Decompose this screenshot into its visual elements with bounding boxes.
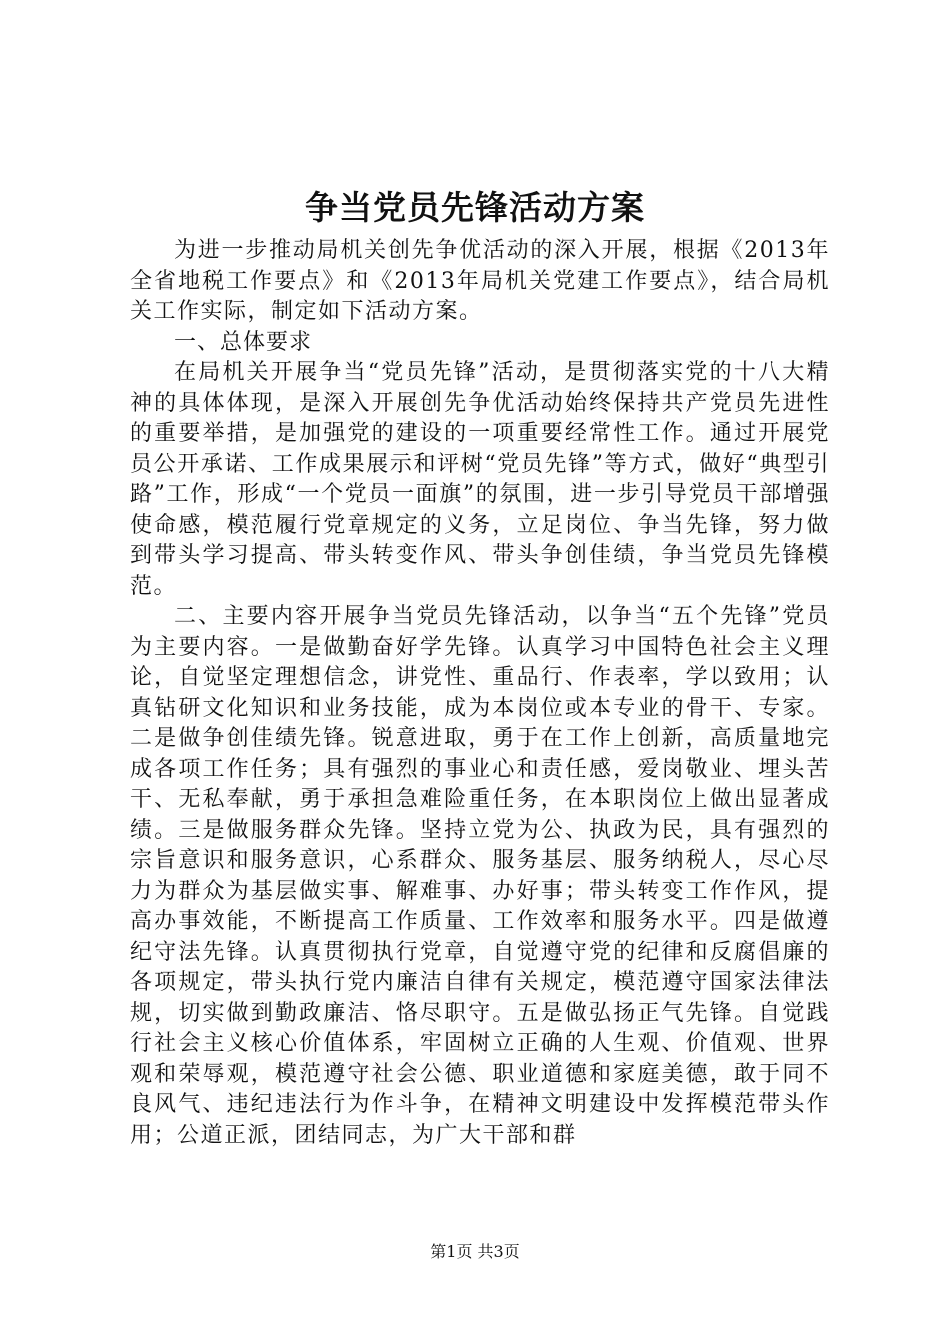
document-title: 争当党员先锋活动方案 [305, 188, 645, 227]
section-heading-general-requirements: 一、总体要求 [174, 329, 313, 355]
general-requirements-paragraph: 在局机关开展争当“党员先锋”活动，是贯彻落实党的十八大精神的具体体现，是深入开展创先争优活动始终保持共产党员先进性的重要举措，是加强党的建设的一项重要经常性工作。通过开展党员公开承诺、工作成果展示和评树“党员先锋”等方式，做好“典型引路”工作，形成“一个党员一面旗”的氛围，进一步引导党员干部增强使命感，模范履行党章规定的义务，立足岗位、争当先锋，努力做到带头学习提高、带头转变作风、带头争创佳绩，争当党员先锋模范。 [130, 360, 830, 599]
main-content-paragraph: 二、主要内容开展争当党员先锋活动，以争当“五个先锋”党员为主要内容。一是做勤奋好学先锋。认真学习中国特色社会主义理论，自觉坚定理想信念，讲党性、重品行、作表率，学以致用；认真钻研文化知识和业务技能，成为本岗位或本专业的骨干、专家。二是做争创佳绩先锋。锐意进取，勇于在工作上创新，高质量地完成各项工作任务；具有强烈的事业心和责任感，爱岗敬业、埋头苦干、无私奉献，勇于承担急难险重任务，在本职岗位上做出显著成绩。三是做服务群众先锋。坚持立党为公、执政为民，具有强烈的宗旨意识和服务意识，心系群众、服务基层、服务纳税人，尽心尽力为群众为基层做实事、解难事、办好事；带头转变工作作风，提高办事效能，不断提高工作质量、工作效率和服务水平。四是做遵纪守法先锋。认真贯彻执行党章，自觉遵守党的纪律和反腐倡廉的各项规定，带头执行党内廉洁自律有关规定，模范遵守国家法律法规，切实做到勤政廉洁、恪尽职守。五是做弘扬正气先锋。自觉践行社会主义核心价值体系，牢固树立正确的人生观、价值观、世界观和荣辱观，模范遵守社会公德、职业道德和家庭美德，敢于同不良风气、违纪违法行为作斗争，在精神文明建设中发挥模范带头作用；公道正派，团结同志，为广大干部和群 [130, 604, 830, 1148]
page-number-footer: 第1页 共3页 [430, 1242, 520, 1261]
intro-paragraph: 为进一步推动局机关创先争优活动的深入开展，根据《2013年全省地税工作要点》和《2013年局机关党建工作要点》，结合局机关工作实际，制定如下活动方案。 [130, 238, 830, 324]
document-body [130, 236, 830, 1151]
